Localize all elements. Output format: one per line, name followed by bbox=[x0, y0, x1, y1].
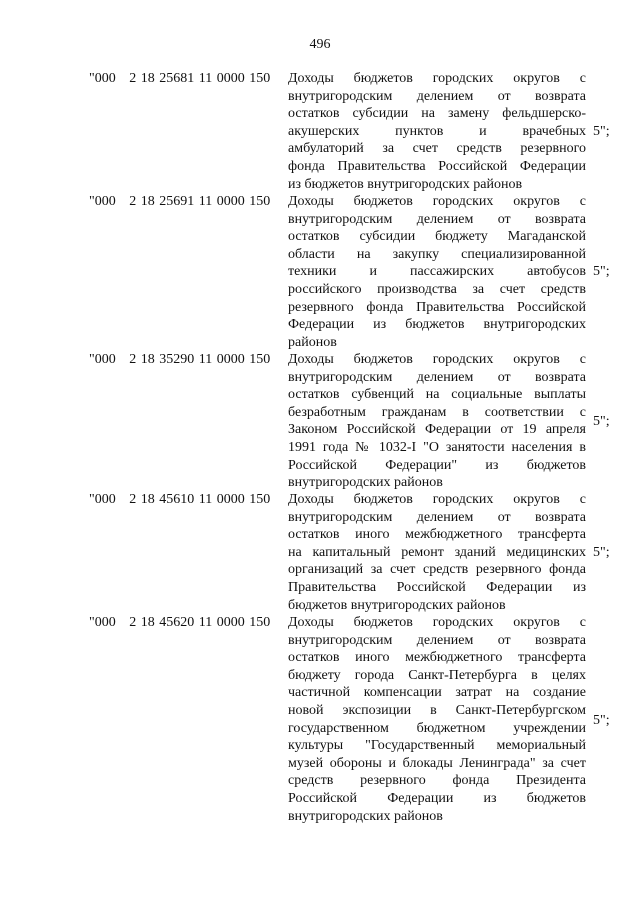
page-number: 496 bbox=[309, 37, 331, 52]
description-line: Федерации из бюджетов внутригородских bbox=[288, 317, 586, 333]
budget-entry bbox=[0, 193, 640, 351]
description-line: внутригородских районов bbox=[288, 475, 443, 491]
entry-description bbox=[288, 70, 586, 193]
entry-amount: 5"; bbox=[593, 545, 610, 560]
description-line: культуры "Государственный мемориальный bbox=[288, 738, 586, 754]
entry-description bbox=[288, 193, 586, 351]
description-line: внутригородским делением от возврата bbox=[288, 632, 586, 648]
description-line: остатков субвенций на социальные выплаты bbox=[288, 387, 586, 403]
description-line: акушерских пунктов и врачебных bbox=[288, 123, 586, 139]
budget-classification-code: "000 2 18 45620 11 0000 150 bbox=[89, 615, 271, 630]
description-line: 1991 года № 1032-I "О занятости населения в bbox=[288, 439, 586, 455]
budget-classification-code: "000 2 18 25691 11 0000 150 bbox=[89, 194, 271, 209]
entry-amount: 5"; bbox=[593, 124, 610, 139]
description-line: организаций за счет средств резервного фонда bbox=[288, 562, 586, 578]
description-line: Законом Российской Федерации от 19 апреля bbox=[288, 422, 586, 438]
budget-code-list bbox=[0, 70, 640, 826]
description-line: внутригородским делением от возврата bbox=[288, 211, 586, 227]
description-line: внутригородским делением от возврата bbox=[288, 369, 586, 385]
description-line: бюджету города Санкт-Петербурга в целях bbox=[288, 667, 586, 683]
description-line: Доходы бюджетов городских округов с bbox=[288, 352, 586, 367]
description-line: районов bbox=[288, 334, 337, 350]
description-line: российского производства за счет средств bbox=[288, 281, 586, 297]
description-line: новой экспозиции в Санкт-Петербургском bbox=[288, 702, 586, 718]
description-line: Доходы бюджетов городских округов с bbox=[288, 615, 586, 630]
budget-entry bbox=[0, 491, 640, 614]
entry-description bbox=[288, 614, 586, 825]
description-line: Доходы бюджетов городских округов с bbox=[288, 194, 586, 209]
description-line: остатков субсидии бюджету Магаданской bbox=[288, 229, 586, 245]
description-line: резервного фонда Правительства Российской bbox=[288, 299, 586, 315]
description-line: остатков субсидии на замену фельдшерско- bbox=[288, 106, 586, 122]
description-line: Доходы бюджетов городских округов с bbox=[288, 71, 586, 86]
description-line: внутригородским делением от возврата bbox=[288, 509, 586, 525]
budget-entry bbox=[0, 70, 640, 193]
description-line: остатков иного межбюджетного трансферта bbox=[288, 650, 586, 666]
description-line: бюджетов внутригородских районов bbox=[288, 597, 506, 613]
description-line: внутригородских районов bbox=[288, 808, 443, 824]
entry-description bbox=[288, 351, 586, 492]
description-line: Правительства Российской Федерации из bbox=[288, 579, 586, 595]
description-line: государственном бюджетном учреждении bbox=[288, 720, 586, 736]
description-line: частичной компенсации затрат на создание bbox=[288, 685, 586, 701]
entry-amount: 5"; bbox=[593, 713, 610, 728]
description-line: внутригородским делением от возврата bbox=[288, 88, 586, 104]
entry-amount: 5"; bbox=[593, 414, 610, 429]
budget-classification-code: "000 2 18 35290 11 0000 150 bbox=[89, 352, 271, 367]
description-line: средств резервного фонда Президента bbox=[288, 773, 586, 789]
description-line: амбулаторий за счет средств резервного bbox=[288, 141, 586, 157]
description-line: области на закупку специализированной bbox=[288, 246, 586, 262]
description-line: фонда Правительства Российской Федерации bbox=[288, 158, 586, 174]
description-line: безработным гражданам в соответствии с bbox=[288, 404, 586, 420]
entry-amount: 5"; bbox=[593, 264, 610, 279]
entry-description bbox=[288, 491, 586, 614]
description-line: Российской Федерации из бюджетов bbox=[288, 790, 586, 806]
description-line: техники и пассажирских автобусов bbox=[288, 264, 586, 280]
description-line: из бюджетов внутригородских районов bbox=[288, 176, 523, 192]
description-line: на капитальный ремонт зданий медицинских bbox=[288, 544, 586, 560]
budget-entry bbox=[0, 614, 640, 826]
description-line: Доходы бюджетов городских округов с bbox=[288, 492, 586, 507]
description-line: музей обороны и блокады Ленинграда" за счет bbox=[288, 755, 586, 771]
description-line: Российской Федерации" из бюджетов bbox=[288, 457, 586, 473]
description-line: остатков иного межбюджетного трансферта bbox=[288, 527, 586, 543]
budget-entry bbox=[0, 351, 640, 491]
budget-classification-code: "000 2 18 45610 11 0000 150 bbox=[89, 492, 271, 507]
budget-classification-code: "000 2 18 25681 11 0000 150 bbox=[89, 71, 271, 86]
